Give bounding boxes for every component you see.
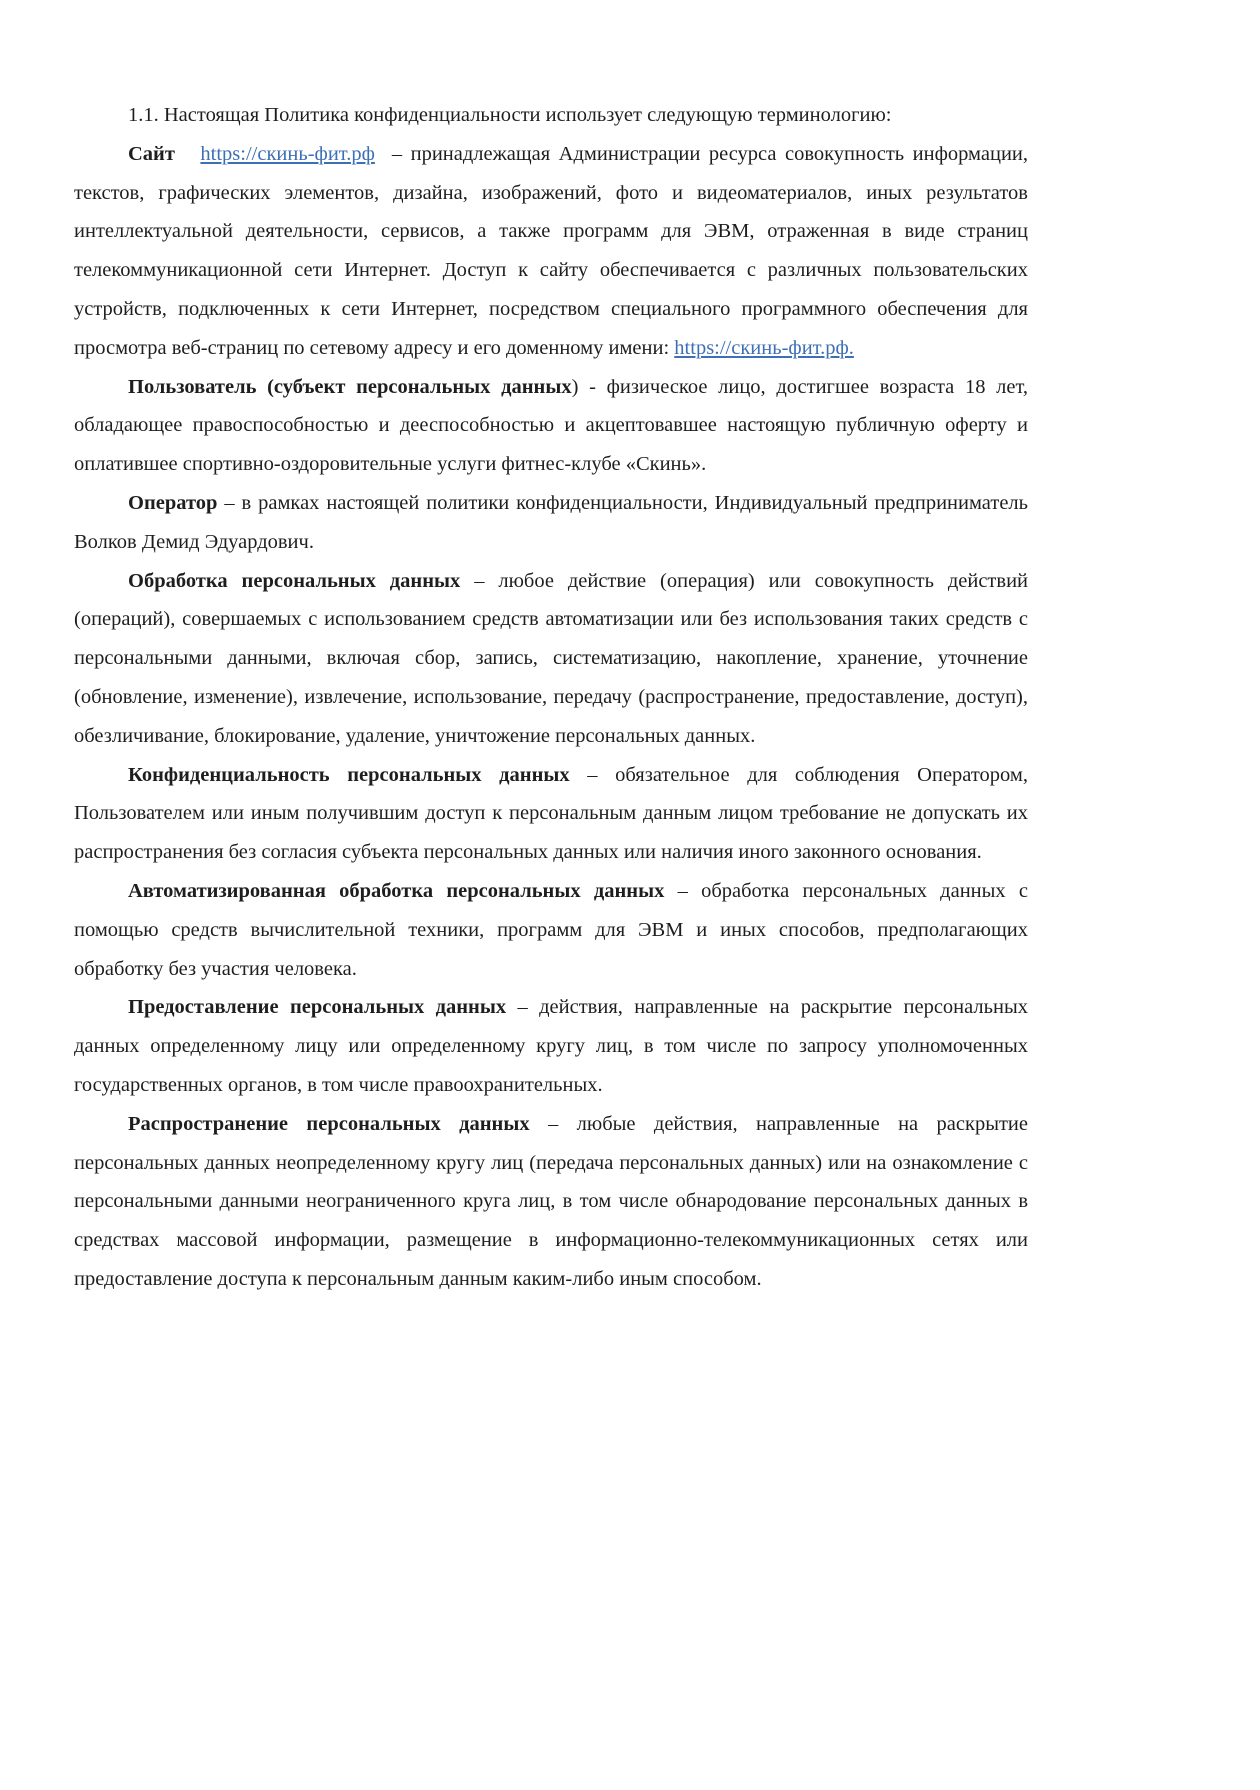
confidentiality-definition-body: – обязательное для соблюдения Оператором, Пользователем или иным получившим доступ к персональным данным лицом требование не допускать их распространения без согласия субъекта персональных данных или наличия иного законного основания. bbox=[74, 763, 1029, 864]
definition-automated-processing bbox=[74, 872, 1028, 988]
dissemination-definition-body: – любые действия, направленные на раскрытие персональных данных неопределенному кругу лиц (передача персональных данных) или на ознакомление с персональными данными неограниченного круга лиц, в том числе обнародование персональных данных в средствах массовой информации, размещение в информационно-телекоммуникационных сетях или предоставление доступа к персональным данным каким-либо иным способом. bbox=[74, 1112, 1028, 1290]
site-link[interactable]: https://скинь-фит.рф bbox=[200, 142, 375, 165]
term-operator: Оператор bbox=[128, 491, 218, 514]
processing-definition-body: – любое действие (операция) или совокупность действий (операций), совершаемых с использованием средств автоматизации или без использования таких средств с персональными данными, включая сбор, запись, систематизацию, накопление, хранение, уточнение (обновление, изменение), извлечение, использование, передачу (распространение, предоставление, доступ), обезличивание, блокирование, удаление, уничтожение персональных данных. bbox=[74, 569, 1029, 747]
definition-user bbox=[74, 368, 1028, 484]
definition-site bbox=[74, 135, 1028, 368]
terminology-intro bbox=[74, 96, 1028, 135]
provision-definition-body: – действия, направленные на раскрытие персональных данных определенному лицу или определенному кругу лиц, в том числе по запросу уполномоченных государственных органов, в том числе правоохранительных. bbox=[74, 996, 1029, 1096]
term-dissemination: Распространение персональных данных bbox=[128, 1112, 530, 1135]
site-definition-body: – принадлежащая Администрации ресурса совокупность информации, текстов, графических элементов, дизайна, изображений, фото и видеоматериалов, иных результатов интеллектуальной деятельности, сервисов, а также программ для ЭВМ, отраженная в виде страниц телекоммуникационной сети Интернет. Доступ к сайту обеспечивается с различных пользовательских устройств, подключенных к сети Интернет, посредством специального программного обеспечения для просмотра веб-страниц по сетевому адресу и его доменному имени: bbox=[74, 142, 1029, 359]
document-page bbox=[74, 96, 1028, 1299]
definition-processing bbox=[74, 562, 1028, 756]
term-provision: Предоставление персональных данных bbox=[128, 996, 507, 1019]
term-confidentiality: Конфиденциальность персональных данных bbox=[128, 763, 570, 786]
user-definition-body: ) - физическое лицо, достигшее возраста 18 лет, обладающее правоспособностью и дееспособностью и акцептовавшее настоящую публичную оферту и оплатившее спортивно-оздоровительные услуги фитнес-клубе «Скинь». bbox=[74, 375, 1028, 476]
site-domain-link[interactable]: https://скинь-фит.рф. bbox=[674, 336, 854, 359]
definition-confidentiality bbox=[74, 756, 1028, 872]
definition-dissemination bbox=[74, 1105, 1028, 1299]
automated-processing-definition-body: – обработка персональных данных с помощью средств вычислительной техники, программ для ЭВМ и иных способов, предполагающих обработку без участия человека. bbox=[74, 879, 1028, 980]
term-automated-processing: Автоматизированная обработка персональных данных bbox=[128, 879, 665, 902]
intro-text: 1.1. Настоящая Политика конфиденциальности использует следующую терминологию: bbox=[128, 104, 892, 126]
definition-provision bbox=[74, 988, 1028, 1104]
operator-definition-body: – в рамках настоящей политики конфиденциальности, Индивидуальный предприниматель Волков Демид Эдуардович. bbox=[74, 491, 1029, 553]
term-processing: Обработка персональных данных bbox=[128, 569, 461, 592]
term-site: Сайт bbox=[128, 142, 175, 165]
term-user: Пользователь (субъект персональных данных bbox=[128, 375, 572, 398]
definition-operator bbox=[74, 484, 1028, 562]
